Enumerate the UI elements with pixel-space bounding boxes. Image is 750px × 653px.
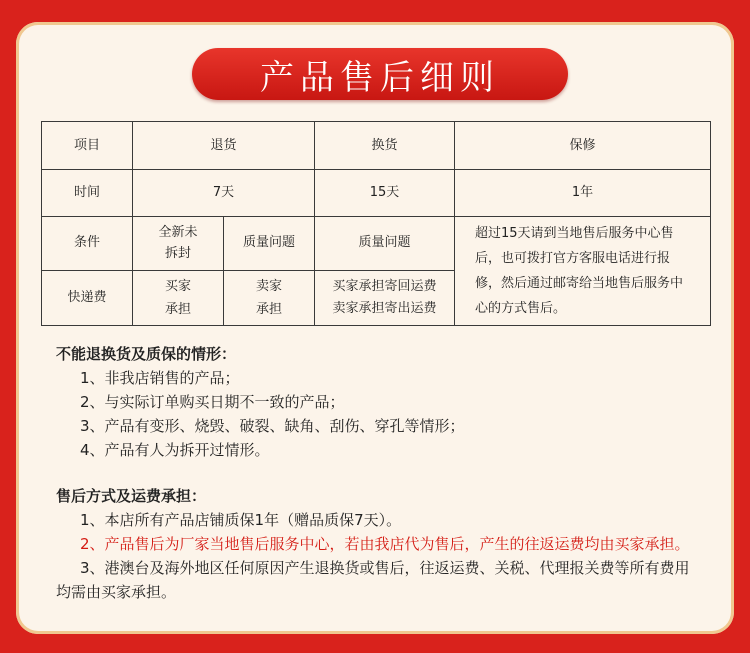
table-row — [42, 217, 711, 271]
table-cell — [224, 270, 315, 325]
table-cell: 1年 — [455, 170, 711, 217]
page-title: 产品售后细则 — [260, 57, 500, 98]
table-cell: 质量问题 — [315, 217, 455, 271]
section-heading: 不能退换货及质保的情形： — [56, 345, 237, 363]
list-item: 2、与实际订单购买日期不一致的产品； — [80, 393, 345, 411]
table-cell: 15天 — [315, 170, 455, 217]
row-label: 快递费 — [42, 270, 133, 325]
after-sales-table — [41, 121, 711, 326]
row-label: 时间 — [42, 170, 133, 217]
shipping-text: 卖家承担 — [255, 278, 282, 317]
header-cell: 换货 — [315, 122, 455, 170]
header-cell: 退货 — [133, 122, 315, 170]
table-row — [42, 122, 711, 170]
after-sales-rules — [56, 342, 696, 604]
list-item: 1、非我店销售的产品； — [80, 369, 240, 387]
list-item-highlight: 2、产品售后为厂家当地售后服务中心，若由我店代为售后，产生的往返运费均由买家承担。 — [80, 535, 690, 553]
table-cell: 7天 — [133, 170, 315, 217]
shipping-line: 买家承担寄回运费 — [332, 278, 437, 294]
condition-text: 全新未拆封 — [158, 225, 198, 262]
list-item: 3、产品有变形、烧毁、破裂、缺角、刮伤、穿孔等情形； — [80, 417, 465, 435]
section-heading: 售后方式及运费承担： — [56, 487, 207, 505]
shipping-line: 卖家承担寄出运费 — [332, 300, 437, 316]
list-item: 1、本店所有产品店铺质保1年（赠品质保7天）。 — [80, 511, 402, 529]
shipping-text: 买家承担 — [164, 278, 191, 317]
table-cell — [315, 270, 455, 325]
table-cell: 质量问题 — [224, 217, 315, 271]
header-cell: 保修 — [455, 122, 711, 170]
list-item: 4、产品有人为拆开过情形。 — [80, 441, 270, 459]
list-item: 3、港澳台及海外地区任何原因产生退换货或售后，往返运费、关税、代理报关费等所有费用均需由买家承担。 — [56, 559, 690, 601]
table-cell — [133, 217, 224, 271]
title-banner — [192, 48, 568, 100]
row-label: 条件 — [42, 217, 133, 271]
warranty-note: 超过15天请到当地售后服务中心售后，也可拨打官方客服电话进行报修，然后通过邮寄给当地售后服务中心的方式售后。 — [455, 217, 711, 326]
table-cell — [133, 270, 224, 325]
header-cell: 项目 — [42, 122, 133, 170]
table-row — [42, 170, 711, 217]
